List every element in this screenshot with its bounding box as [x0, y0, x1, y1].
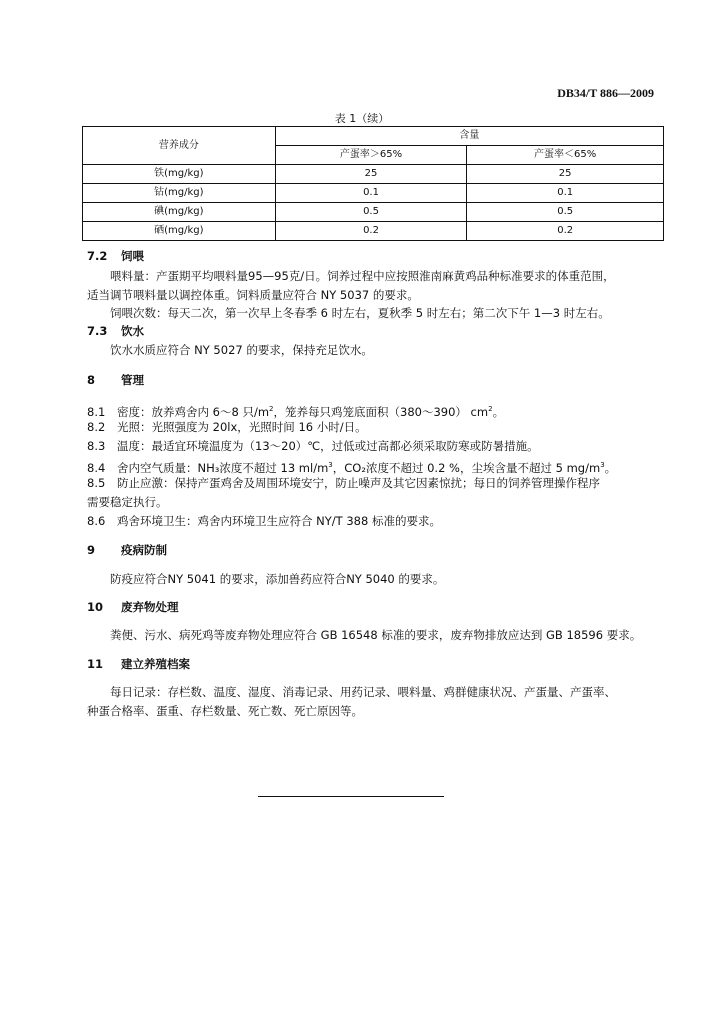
item-text: 舍内空气质量：NH₃浓度不超过 13 ml/m: [117, 460, 329, 475]
item-number: 8.1: [87, 404, 106, 419]
cell-low: 0.5: [467, 203, 664, 222]
section-number: 11: [87, 657, 104, 671]
section-number: 10: [87, 600, 104, 614]
end-rule: [258, 796, 444, 797]
list-item: [87, 419, 654, 435]
section-7-3-heading: [87, 323, 654, 339]
section-number: 7.2: [87, 249, 108, 263]
section-number: 8: [87, 373, 96, 387]
section-10-heading: [87, 599, 654, 615]
cell-nutrient: 钴(mg/kg): [83, 184, 276, 203]
cell-high: 0.2: [275, 222, 467, 241]
superscript: 3: [600, 461, 605, 469]
item-text: ，笼养每只鸡笼底面积（380～390） cm: [273, 404, 489, 419]
item-number: 8.5: [87, 476, 106, 490]
paragraph: 粪便、污水、病死鸡等废弃物处理应符合 GB 16548 标准的要求，废弃物排放应达到 GB 18596 要求。: [110, 628, 642, 642]
item-text: ，CO₂浓度不超过 0.2 %，尘埃含量不超过 5 mg/m: [332, 460, 601, 475]
item-number: 8.2: [87, 420, 106, 434]
section-title: 饲喂: [121, 249, 145, 263]
cell-nutrient: 硒(mg/kg): [83, 222, 276, 241]
item-number: 8.3: [87, 439, 106, 453]
item-text: 温度：最适宜环境温度为（13～20）℃，过低或过高都必须采取防寒或防暑措施。: [117, 439, 539, 453]
header-high-rate: 产蛋率＞65%: [275, 146, 467, 165]
section-11-heading: [87, 656, 654, 672]
section-title: 废弃物处理: [121, 600, 179, 614]
section-9-heading: [87, 542, 654, 558]
cell-nutrient: 碘(mg/kg): [83, 203, 276, 222]
list-item: [87, 475, 654, 491]
section-title: 建立养殖档案: [121, 657, 191, 671]
paragraph: 种蛋合格率、蛋重、存栏数量、死亡数、死亡原因等。: [87, 704, 363, 718]
cell-high: 0.5: [275, 203, 467, 222]
item-text: 光照：光照强度为 20lx，光照时间 16 小时/日。: [117, 420, 367, 434]
section-title: 管理: [121, 373, 145, 387]
item-text: 密度：放养鸡舍内 6～8 只/m: [117, 404, 270, 419]
cell-high: 0.1: [275, 184, 467, 203]
document-code: DB34/T 886—2009: [557, 86, 654, 100]
section-number: 9: [87, 543, 96, 557]
paragraph: 饲喂次数：每天二次，第一次早上冬春季 6 时左右，夏秋季 5 时左右；第二次下午 1—3 时左右。: [110, 306, 610, 320]
item-text: 防止应激：保持产蛋鸡舍及周围环境安宁，防止噪声及其它因素惊扰；每日的饲养管理操作程序: [117, 476, 600, 490]
table-title: 表 1（续）: [334, 112, 390, 125]
paragraph: 防疫应符合NY 5041 的要求，添加兽药应符合NY 5040 的要求。: [110, 572, 445, 586]
section-number: 7.3: [87, 324, 108, 338]
list-item: [87, 457, 654, 476]
list-item: [87, 513, 654, 529]
section-title: 饮水: [121, 324, 145, 338]
paragraph: 每日记录：存栏数、温度、湿度、消毒记录、用药记录、喂料量、鸡群健康状况、产蛋量、产蛋率、: [110, 685, 616, 699]
table-row: [83, 222, 664, 241]
item-number: 8.4: [87, 460, 106, 475]
cell-high: 25: [275, 165, 467, 184]
cell-low: 25: [467, 165, 664, 184]
superscript: 3: [328, 461, 333, 469]
cell-low: 0.1: [467, 184, 664, 203]
header-nutrient: 营养成分: [83, 127, 276, 165]
list-item: [87, 438, 654, 454]
superscript: 2: [488, 405, 493, 413]
nutrition-table: [82, 126, 664, 241]
list-item: [87, 401, 654, 420]
table-row: [83, 184, 664, 203]
superscript: 2: [269, 405, 274, 413]
item-text: 。: [492, 404, 505, 419]
paragraph: 饮水水质应符合 NY 5027 的要求，保持充足饮水。: [110, 343, 373, 357]
section-title: 疫病防制: [121, 543, 168, 557]
item-text: 。: [604, 460, 617, 475]
item-number: 8.6: [87, 514, 106, 528]
paragraph: 需要稳定执行。: [87, 495, 168, 509]
cell-low: 0.2: [467, 222, 664, 241]
cell-nutrient: 铁(mg/kg): [83, 165, 276, 184]
header-low-rate: 产蛋率＜65%: [467, 146, 664, 165]
paragraph: 适当调节喂料量以调控体重。饲料质量应符合 NY 5037 的要求。: [87, 288, 419, 302]
section-7-2-heading: [87, 248, 654, 264]
item-text: 鸡舍环境卫生：鸡舍内环境卫生应符合 NY/T 388 标准的要求。: [117, 514, 441, 528]
paragraph: 喂料量：产蛋期平均喂料量95—95克/日。饲养过程中应按照淮南麻黄鸡品种标准要求的体重范围，: [110, 269, 615, 283]
table-row: [83, 165, 664, 184]
header-content: 含量: [275, 127, 663, 146]
table-row: [83, 203, 664, 222]
section-8-heading: [87, 372, 654, 388]
